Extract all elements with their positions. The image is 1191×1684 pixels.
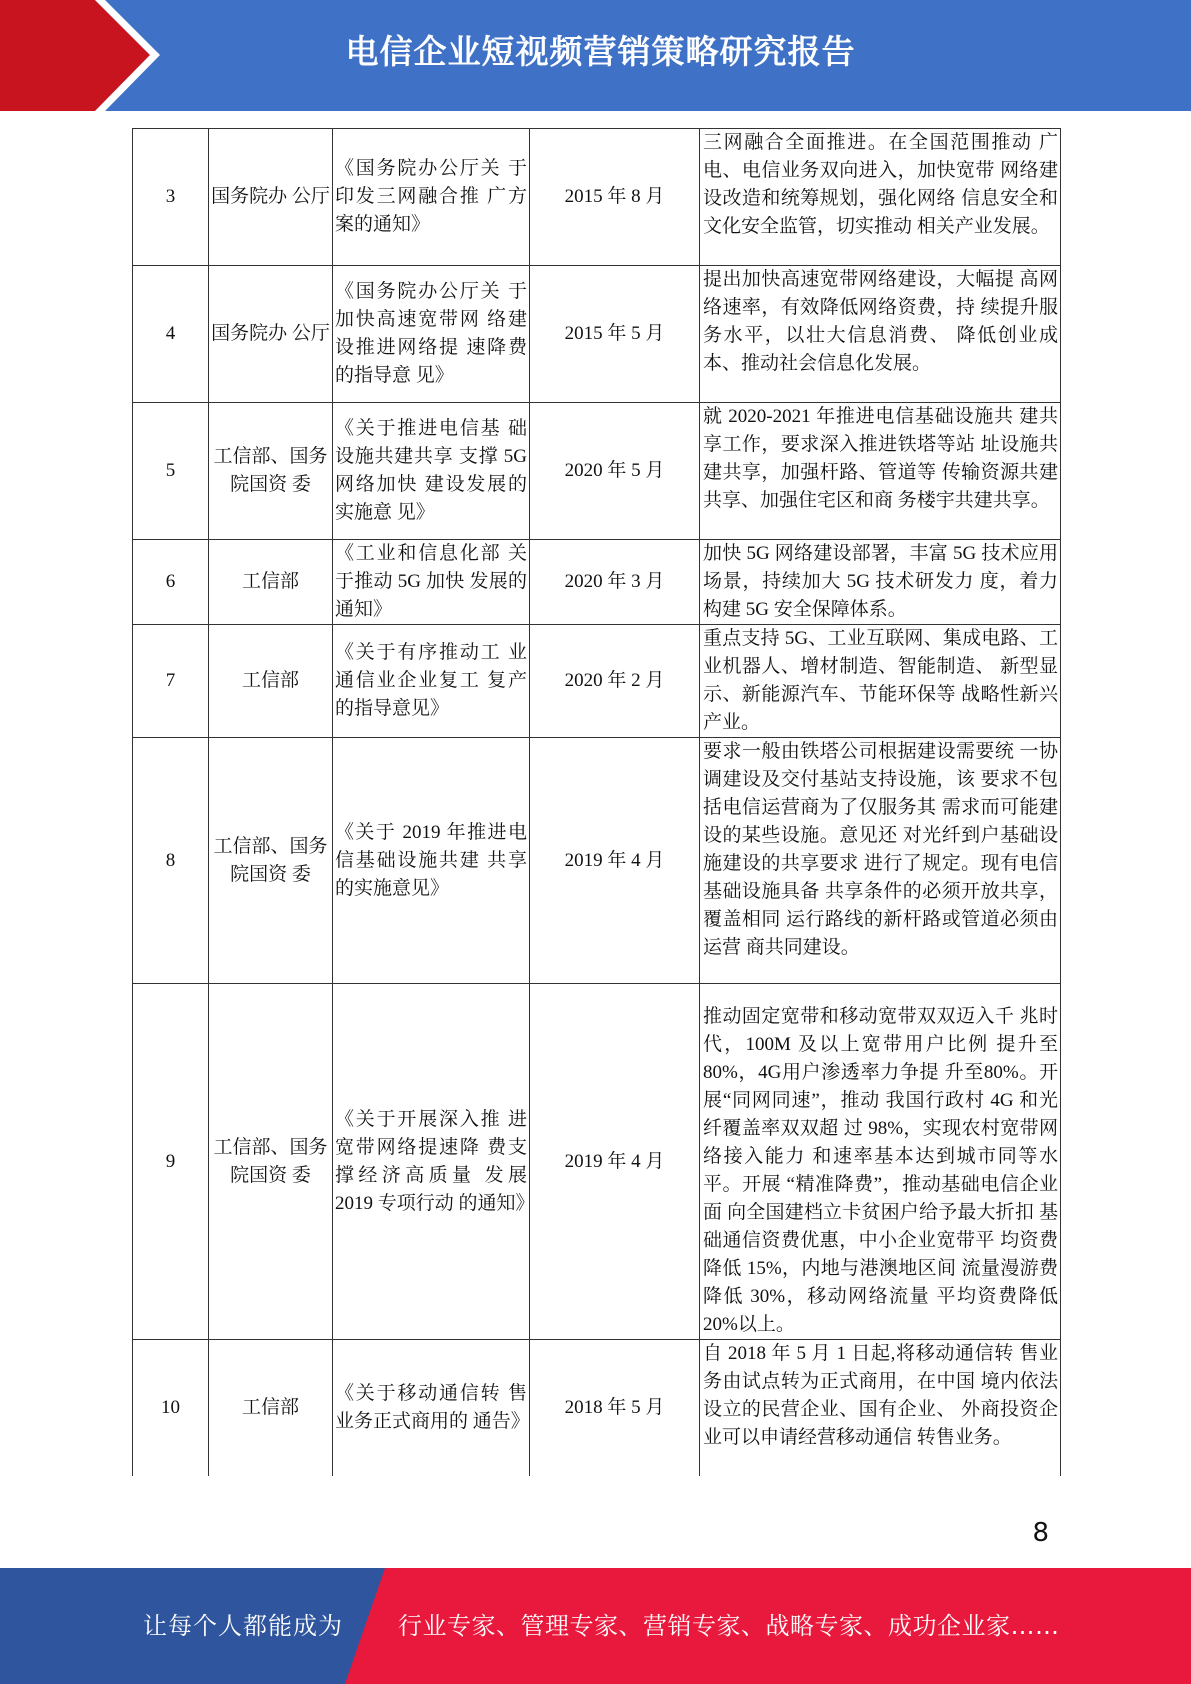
row-number: 7 <box>133 625 209 738</box>
issuing-department: 工信部、国务院国资 委 <box>209 738 333 984</box>
row-number: 5 <box>133 403 209 540</box>
table-row <box>133 984 1061 1340</box>
document-name: 《工业和信息化部 关于推动 5G 加快 发展的通知》 <box>333 540 530 625</box>
policy-content: 提出加快高速宽带网络建设，大幅提 高网络速率，有效降低网络资费，持 续提升服务水平，以壮大信息消费、 降低创业成本、推动社会信息化发展。 <box>700 266 1061 403</box>
issuing-department: 工信部、国务院国资 委 <box>209 984 333 1340</box>
row-number: 9 <box>133 984 209 1340</box>
policy-content: 加快 5G 网络建设部署，丰富 5G 技术应用场景，持续加大 5G 技术研发力 度，着力构建 5G 安全保障体系。 <box>700 540 1061 625</box>
policy-content: 要求一般由铁塔公司根据建设需要统 一协调建设及交付基站支持设施，该 要求不包括电信运营商为了仅服务其 需求而可能建设的某些设施。意见还 对光纤到户基础设施建设的共享要求 进行了规定。现有电信基础设施具备 共享条件的必须开放共享，覆盖相同 运行路线的新杆路或管道必须由运营 商共同建设。 <box>700 738 1061 984</box>
table-row <box>133 1340 1061 1476</box>
issue-date: 2018 年 5 月 <box>530 1340 700 1476</box>
row-number: 10 <box>133 1340 209 1476</box>
footer-slogan-left: 让每个人都能成为 <box>143 1612 343 1640</box>
document-name: 《关于移动通信转 售业务正式商用的 通告》 <box>333 1340 530 1476</box>
issuing-department: 工信部 <box>209 625 333 738</box>
table-row <box>133 266 1061 403</box>
document-name: 《关于开展深入推 进宽带网络提速降 费支撑经济高质量 发展 2019 专项行动 的通知》 <box>333 984 530 1340</box>
document-name: 《国务院办公厅关 于印发三网融合推 广方案的通知》 <box>333 129 530 266</box>
policy-content: 推动固定宽带和移动宽带双双迈入千 兆时代，100M 及以上宽带用户比例 提升至80%，4G用户渗透率力争提 升至80%。开展“同网同速”，推动 我国行政村 4G 和光纤覆盖率双双超 过 98%，实现农村宽带网络接入能力 和速率基本达到城市同等水平。开展 “精准降费”，推动基础电信企业面 向全国建档立卡贫困户给予最大折扣 基础通信资费优惠，中小企业宽带平 均资费降低 15%，内地与港澳地区间 流量漫游费降低 30%，移动网络流量 平均资费降低 20%以上。 <box>700 984 1061 1340</box>
row-number: 6 <box>133 540 209 625</box>
table-row <box>133 625 1061 738</box>
issuing-department: 工信部、国务院国资 委 <box>209 403 333 540</box>
row-number: 4 <box>133 266 209 403</box>
document-title: 电信企业短视频营销策略研究报告 <box>345 32 856 71</box>
document-name: 《关于推进电信基 础设施共建共享 支撑 5G 网络加快 建设发展的实施意 见》 <box>333 403 530 540</box>
issuing-department: 国务院办 公厅 <box>209 266 333 403</box>
issue-date: 2015 年 5 月 <box>530 266 700 403</box>
issue-date: 2019 年 4 月 <box>530 984 700 1340</box>
issuing-department: 工信部 <box>209 1340 333 1476</box>
issue-date: 2019 年 4 月 <box>530 738 700 984</box>
issue-date: 2020 年 5 月 <box>530 403 700 540</box>
page-header <box>0 0 1191 111</box>
document-name: 《关于 2019 年推进电信基础设施共建 共享的实施意见》 <box>333 738 530 984</box>
table-row <box>133 403 1061 540</box>
table-row <box>133 129 1061 266</box>
issue-date: 2020 年 2 月 <box>530 625 700 738</box>
issue-date: 2015 年 8 月 <box>530 129 700 266</box>
issuing-department: 国务院办 公厅 <box>209 129 333 266</box>
policy-content: 重点支持 5G、工业互联网、集成电路、工业机器人、增材制造、智能制造、 新型显示、新能源汽车、节能环保等 战略性新兴产业。 <box>700 625 1061 738</box>
issue-date: 2020 年 3 月 <box>530 540 700 625</box>
table-row <box>133 738 1061 984</box>
policy-content: 自 2018 年 5 月 1 日起,将移动通信转 售业务由试点转为正式商用，在中国 境内依法设立的民营企业、国有企业、 外商投资企业可以申请经营移动通信 转售业务。 <box>700 1340 1061 1476</box>
document-name: 《国务院办公厅关 于加快高速宽带网 络建设推进网络提 速降费的指导意 见》 <box>333 266 530 403</box>
issuing-department: 工信部 <box>209 540 333 625</box>
policy-content: 就 2020-2021 年推进电信基础设施共 建共享工作，要求深入推进铁塔等站 址设施共建共享，加强杆路、管道等 传输资源共建共享、加强住宅区和商 务楼宇共建共享。 <box>700 403 1061 540</box>
page-footer <box>0 1568 1191 1684</box>
table-row <box>133 540 1061 625</box>
page-number: 8 <box>1032 1518 1049 1548</box>
document-name: 《关于有序推动工 业通信业企业复工 复产的指导意见》 <box>333 625 530 738</box>
row-number: 8 <box>133 738 209 984</box>
policy-table <box>132 128 1060 1476</box>
row-number: 3 <box>133 129 209 266</box>
footer-slogan-right: 行业专家、管理专家、营销专家、战略专家、成功企业家…… <box>398 1612 1060 1640</box>
policy-content: 三网融合全面推进。在全国范围推动 广电、电信业务双向进入，加快宽带 网络建设改造和统筹规划，强化网络 信息安全和文化安全监管，切实推动 相关产业发展。 <box>700 129 1061 266</box>
